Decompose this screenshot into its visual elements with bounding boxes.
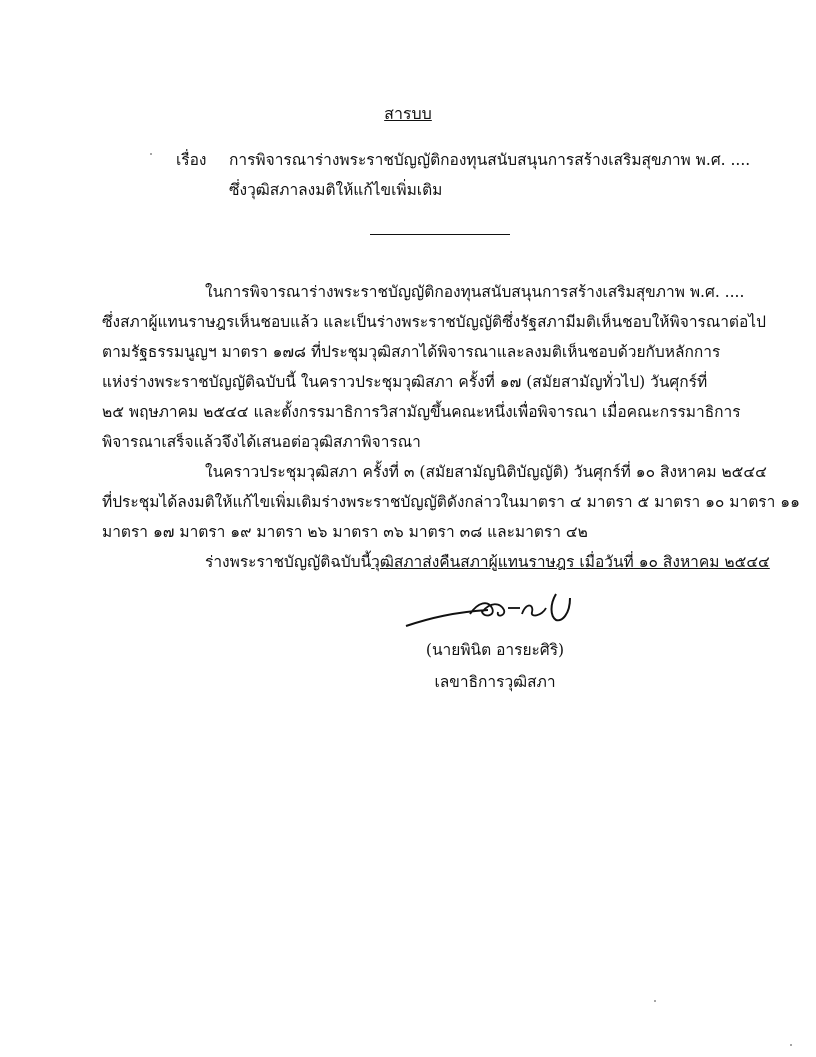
return-line-underlined: วุฒิสภาส่งคืนสภาผู้แทนราษฎร เมื่อวันที่ ๑๐ สิงหาคม ๒๕๔๔ — [371, 553, 770, 571]
handwritten-signature — [400, 588, 580, 634]
body-line: ๒๕ พฤษภาคม ๒๕๔๔ และตั้งกรรมาธิการวิสามัญขึ้นคณะหนึ่งเพื่อพิจารณา เมื่อคณะกรรมาธิการ — [102, 403, 741, 421]
scan-speck — [790, 1044, 792, 1046]
body-line: ในการพิจารณาร่างพระราชบัญญัติกองทุนสนับสนุนการสร้างเสริมสุขภาพ พ.ศ. .... — [205, 283, 745, 301]
body-line: มาตรา ๑๗ มาตรา ๑๙ มาตรา ๒๖ มาตรา ๓๖ มาตรา ๓๘ และมาตรา ๔๒ — [102, 523, 588, 541]
body-line: แห่งร่างพระราชบัญญัติฉบับนี้ ในคราวประชุมวุฒิสภา ครั้งที่ ๑๗ (สมัยสามัญทั่วไป) วันศุกร์ที่ — [102, 373, 708, 391]
return-line-plain: ร่างพระราชบัญญัติฉบับนี้ — [205, 553, 372, 571]
signatory-position: เลขาธิการวุฒิสภา — [434, 673, 556, 691]
subject-line-2: ซึ่งวุฒิสภาลงมติให้แก้ไขเพิ่มเติม — [229, 181, 443, 199]
body-line: ในคราวประชุมวุฒิสภา ครั้งที่ ๓ (สมัยสามัญนิติบัญญัติ) วันศุกร์ที่ ๑๐ สิงหาคม ๒๕๔๔ — [205, 463, 767, 481]
scan-speck — [150, 153, 152, 155]
separator-rule — [370, 234, 510, 235]
signatory-name: (นายพินิต อารยะศิริ) — [425, 641, 565, 659]
body-line: พิจารณาเสร็จแล้วจึงได้เสนอต่อวุฒิสภาพิจารณา — [102, 433, 421, 451]
return-line — [205, 552, 770, 572]
body-line: ตามรัฐธรรมนูญฯ มาตรา ๑๗๘ ที่ประชุมวุฒิสภาได้พิจารณาและลงมติเห็นชอบด้วยกับหลักการ — [102, 343, 721, 361]
body-line: ซึ่งสภาผู้แทนราษฎรเห็นชอบแล้ว และเป็นร่างพระราชบัญญัติซึ่งรัฐสภามีมติเห็นชอบให้พิจารณาต่อไป — [102, 313, 766, 331]
subject-line-1: การพิจารณาร่างพระราชบัญญัติกองทุนสนับสนุนการสร้างเสริมสุขภาพ พ.ศ. .... — [229, 151, 751, 169]
body-line: ที่ประชุมได้ลงมติให้แก้ไขเพิ่มเติมร่างพระราชบัญญัติดังกล่าวในมาตรา ๔ มาตรา ๕ มาตรา ๑๐ มาตรา ๑๑ — [102, 493, 800, 511]
subject-label: เรื่อง — [176, 151, 207, 169]
scan-speck — [654, 1000, 656, 1002]
document-title: สารบบ — [384, 104, 432, 123]
